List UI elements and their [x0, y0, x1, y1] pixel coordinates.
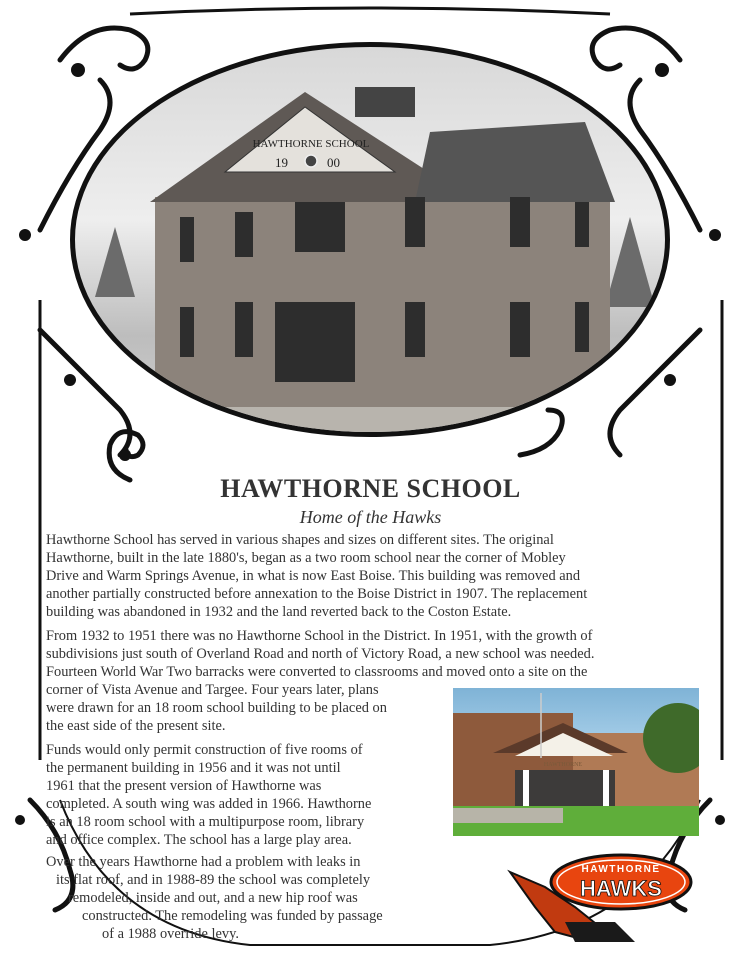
- text-line: completed. A south wing was added in 1966. Hawthorne: [46, 796, 372, 812]
- year-right: 00: [327, 155, 340, 170]
- year-left: 19: [275, 155, 288, 170]
- text-line: Drive and Warm Springs Avenue, in what is now East Boise. This building was removed and: [46, 568, 581, 584]
- text-line: Hawthorne School has served in various shapes and sizes on different sites. The original: [46, 532, 554, 548]
- historic-building-illustration: [75, 47, 670, 437]
- text-line: its flat roof, and in 1988-89 the school was completely: [56, 872, 371, 888]
- text-line: and office complex. The school has a large play area.: [46, 832, 352, 848]
- hawks-logo: [505, 852, 695, 944]
- text-line: Funds would only permit construction of five rooms of: [46, 742, 363, 758]
- pediment-text: HAWTHORNE SCHOOL: [252, 138, 370, 150]
- text-line: Hawthorne, built in the late 1880's, began as a two room school near the corner of Mobley: [46, 550, 566, 566]
- text-line: is an 18 room school with a multipurpose room, library: [46, 814, 365, 830]
- logo-line2: HAWKS: [580, 876, 662, 901]
- paragraph-history-3: [46, 741, 371, 849]
- paragraph-history-4: [46, 853, 383, 943]
- paragraph-history-1: [46, 531, 587, 621]
- text-line: Over the years Hawthorne had a problem with leaks in: [46, 854, 361, 870]
- page-subtitle: Home of the Hawks: [299, 507, 442, 527]
- text-line: of a 1988 override levy.: [102, 926, 239, 942]
- page-title: HAWTHORNE SCHOOL: [220, 474, 521, 503]
- text-line: corner of Vista Avenue and Targee. Four years later, plans: [46, 682, 379, 698]
- text-line: 1961 that the present version of Hawthorne was: [46, 778, 322, 794]
- text-line: were drawn for an 18 room school building to be placed on: [46, 700, 387, 716]
- historic-school-photo: [70, 42, 670, 437]
- logo-line1: HAWTHORNE: [581, 864, 661, 875]
- text-line: constructed. The remodeling was funded by passage: [82, 908, 383, 924]
- text-line: From 1932 to 1951 there was no Hawthorne School in the District. In 1951, with the growth of: [46, 628, 593, 644]
- text-line: subdivisions just south of Overland Road and north of Victory Road, a new school was needed.: [46, 646, 595, 662]
- text-line: remodeled, inside and out, and a new hip roof was: [68, 890, 358, 906]
- text-line: another partially constructed before annexation to the Boise District in 1907. The replacement: [46, 586, 588, 602]
- text-line: building was abandoned in 1932 and the land reverted back to the Coston Estate.: [46, 604, 512, 620]
- text-line: Fourteen World War Two barracks were converted to classrooms and moved onto a site on the: [46, 664, 588, 680]
- building-sign: HAWTHORNE: [543, 762, 583, 768]
- text-line: the east side of the present site.: [46, 718, 226, 734]
- modern-school-photo: [453, 688, 699, 836]
- text-line: the permanent building in 1956 and it was not until: [46, 760, 341, 776]
